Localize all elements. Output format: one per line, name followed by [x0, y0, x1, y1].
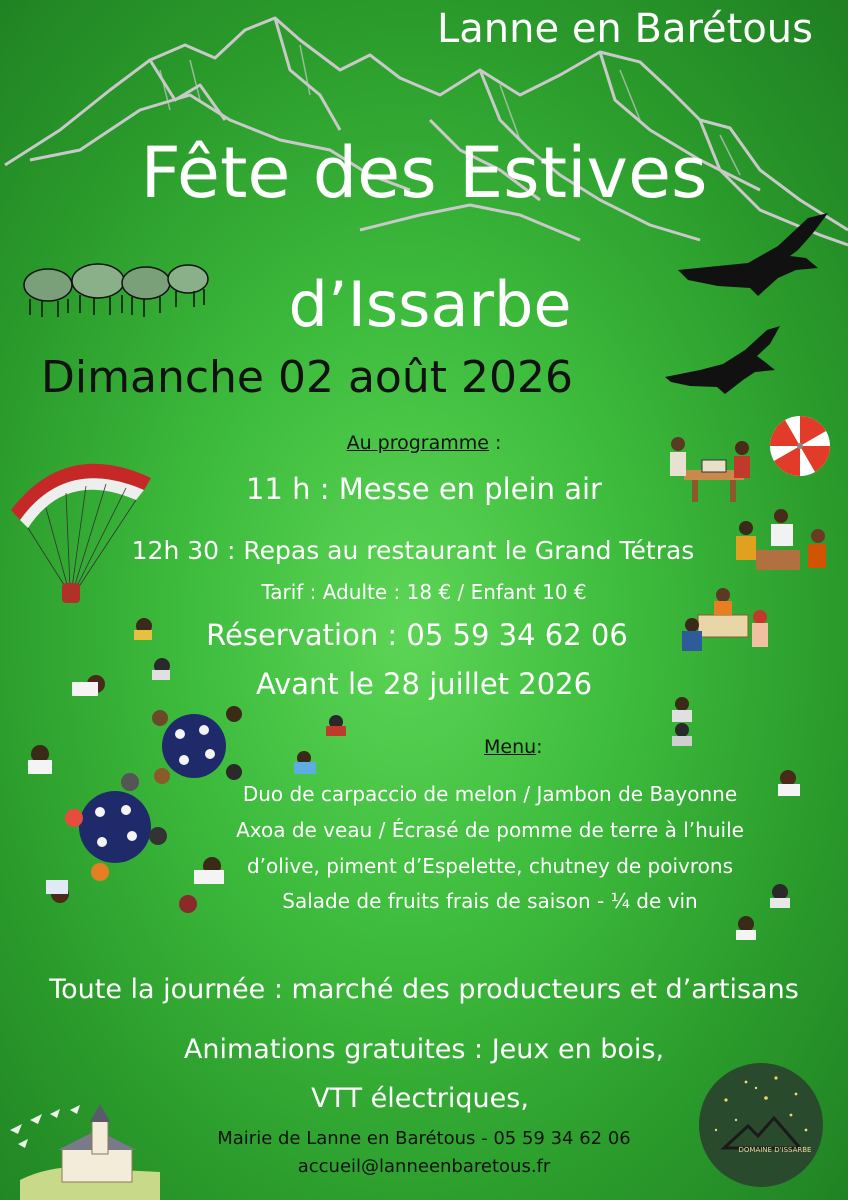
- town-name: Lanne en Barétous: [437, 6, 813, 52]
- all-day-market: Toute la journée : marché des producteurs et d’artisans: [49, 974, 799, 1005]
- schedule-price: Tarif : Adulte : 18 € / Enfant 10 €: [261, 580, 587, 604]
- menu-item: d’olive, piment d’Espelette, chutney de poivrons: [246, 854, 733, 878]
- menu-item: Axoa de veau / Écrasé de pomme de terre à l’huile: [236, 818, 744, 842]
- sheep-illustration: [18, 255, 218, 325]
- board-game-players: [726, 500, 836, 580]
- event-title-location: d’Issarbe: [288, 268, 572, 341]
- people-top-view: [770, 764, 820, 814]
- menu-item: Duo de carpaccio de melon / Jambon de Bayonne: [242, 782, 738, 806]
- contact-email: accueil@lanneenbaretous.fr: [297, 1156, 551, 1177]
- menu-heading: [484, 736, 584, 758]
- activities-line: VTT électriques,: [311, 1083, 529, 1114]
- event-title: Fête des Estives: [140, 132, 708, 214]
- people-top-view: [730, 908, 770, 948]
- menu-label: Menu: [484, 736, 537, 758]
- menu-item: Salade de fruits frais de saison - ¼ de vin: [282, 889, 698, 913]
- activities-line: Animations gratuites : Jeux en bois,: [183, 1034, 665, 1065]
- schedule-booking: Réservation : 05 59 34 62 06: [206, 618, 628, 652]
- eagle-icon: [665, 322, 785, 402]
- schedule-mass: 11 h : Messe en plein air: [245, 472, 602, 506]
- schedule-lunch: 12h 30 : Repas au restaurant le Grand Tétras: [131, 536, 695, 565]
- people-top-view: [286, 744, 326, 784]
- eagle-icon: [678, 208, 828, 308]
- program-suffix: :: [488, 432, 502, 454]
- program-heading: [0, 432, 848, 454]
- event-date: Dimanche 02 août 2026: [41, 352, 573, 403]
- village-church-illustration: [0, 1100, 170, 1200]
- program-label: Au programme: [346, 432, 489, 454]
- schedule-deadline: Avant le 28 juillet 2026: [255, 667, 593, 701]
- menu-suffix: :: [536, 736, 543, 758]
- contact-info: Mairie de Lanne en Barétous - 05 59 34 62 06: [217, 1128, 631, 1149]
- logo-text: DOMAINE D'ISSARBE: [738, 1146, 812, 1154]
